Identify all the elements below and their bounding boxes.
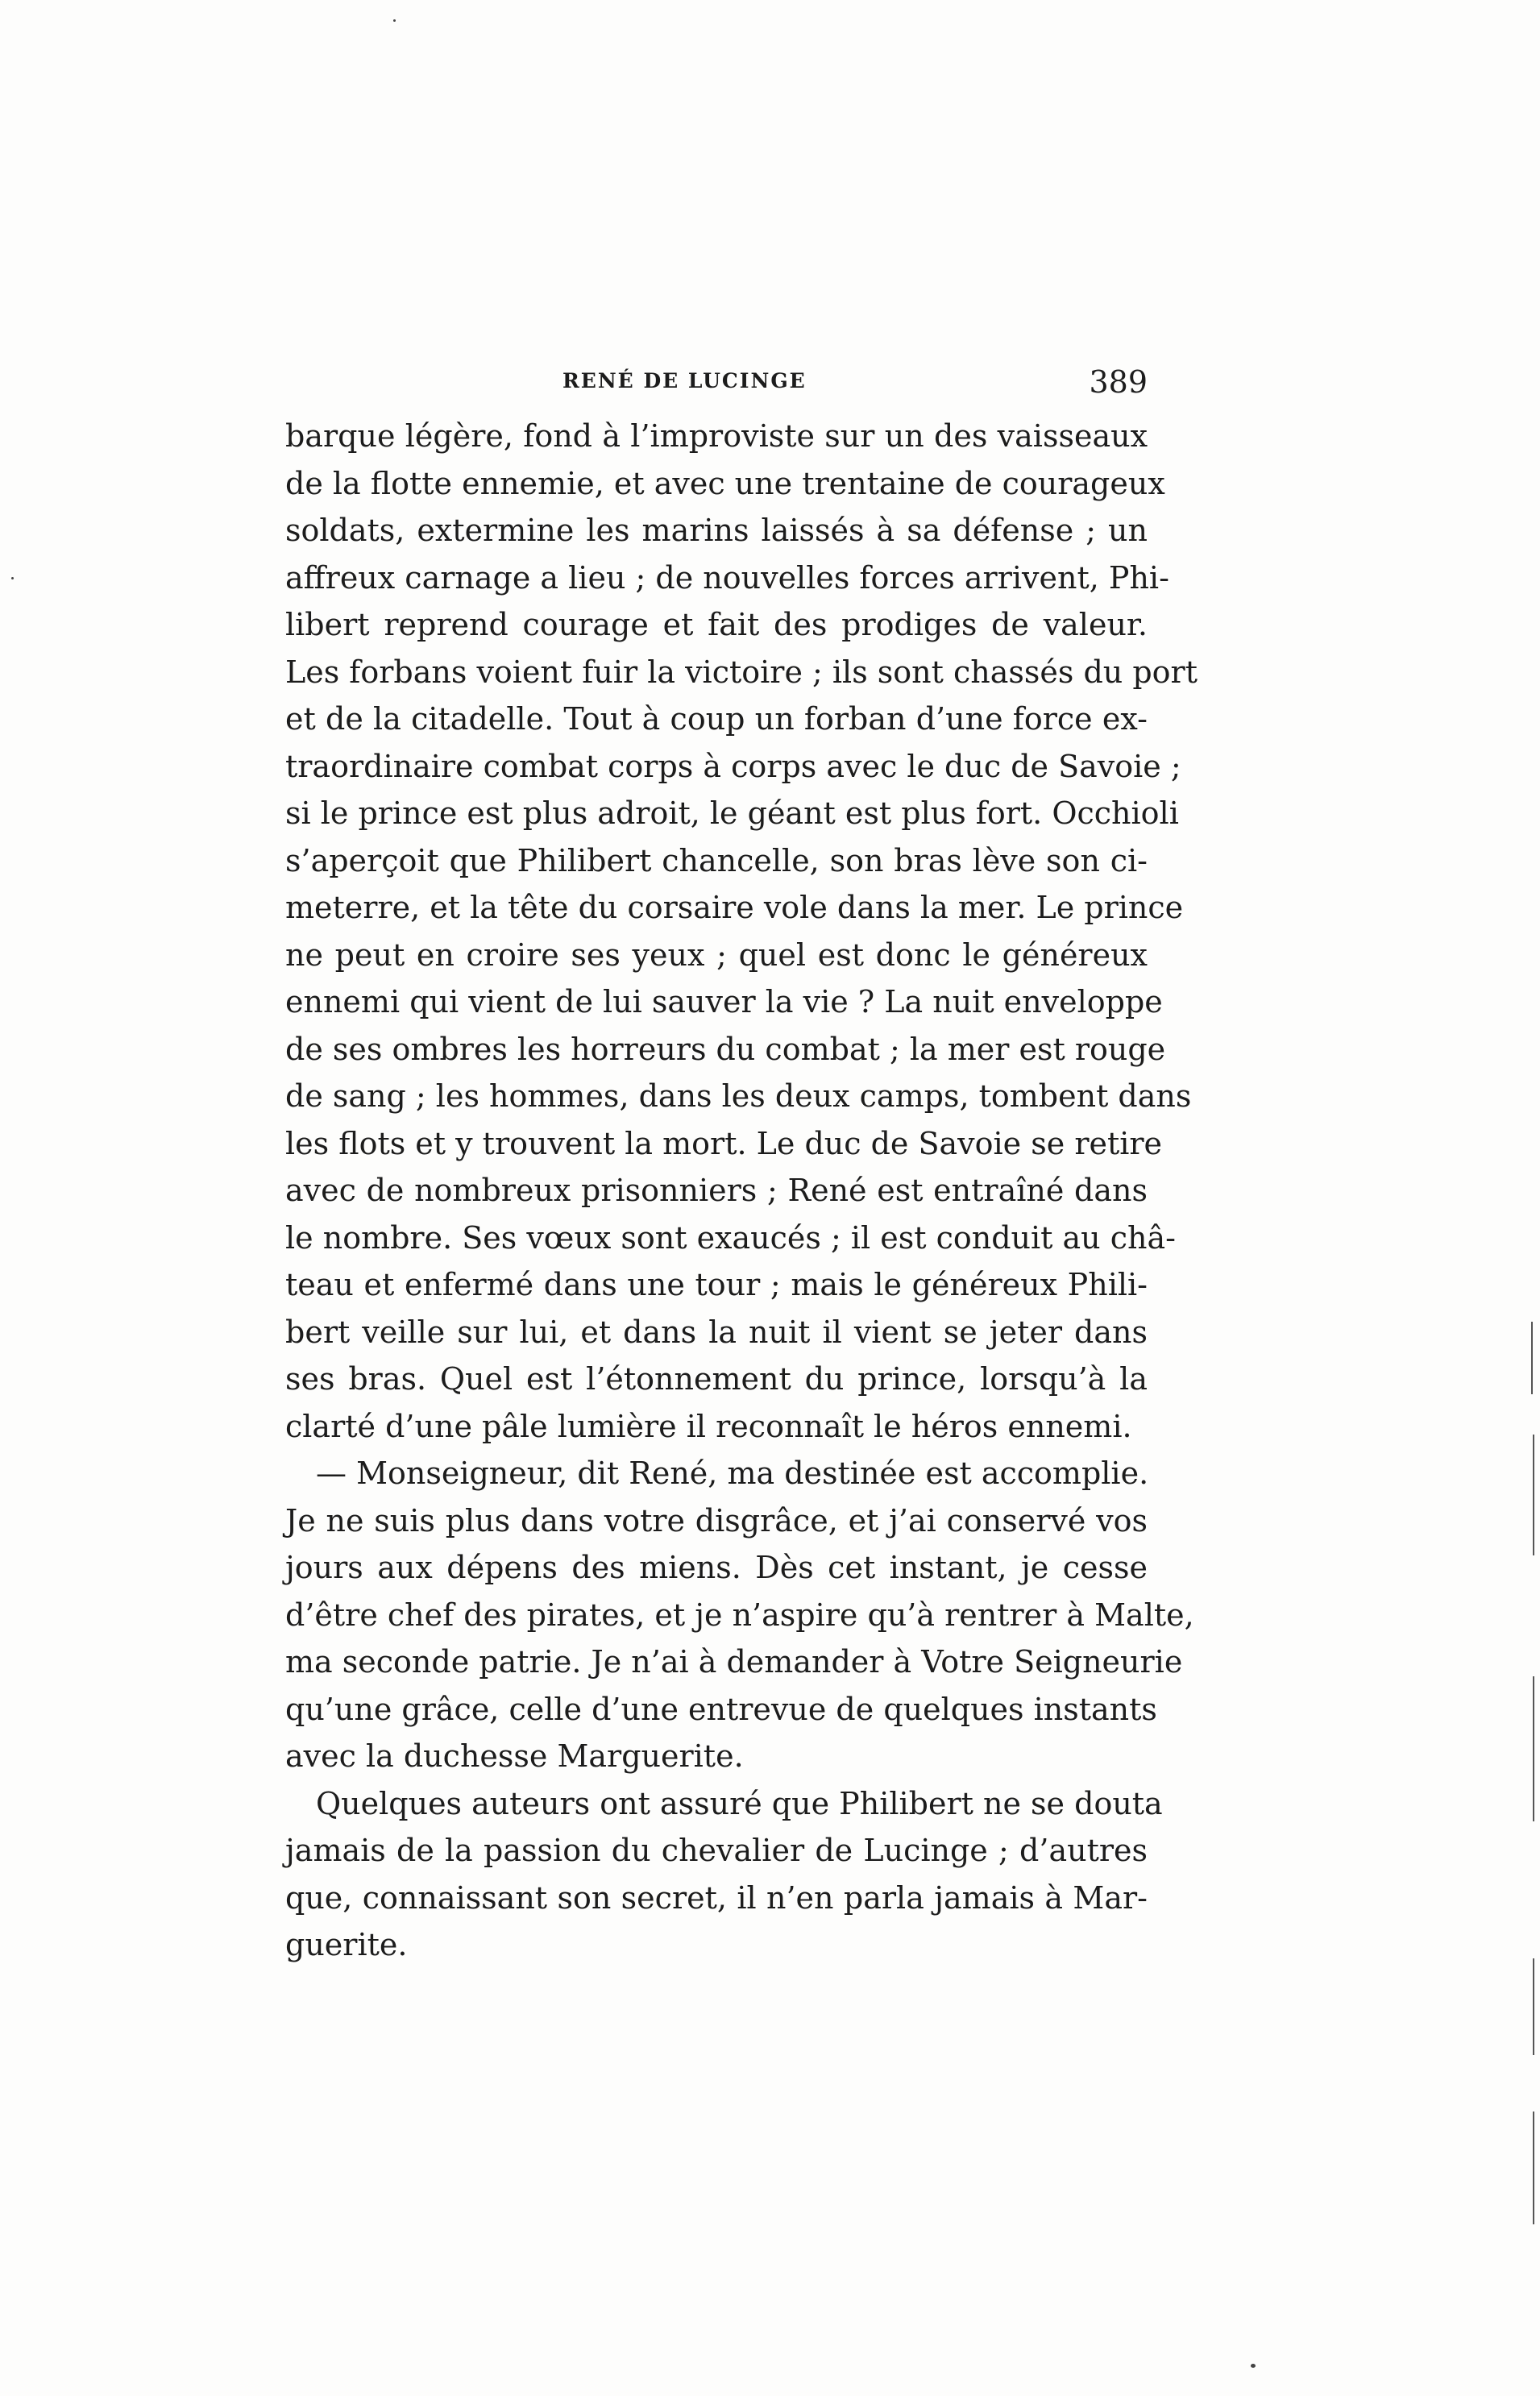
running-title: RENÉ DE LUCINGE (562, 369, 807, 392)
text-line: de la flotte ennemie, et avec une trentaine de courageux (285, 465, 1165, 501)
text-line: le nombre. Ses vœux sont exaucés ; il est conduit au châ- (285, 1219, 1176, 1256)
scan-edge-mark (1531, 1322, 1533, 1394)
text-line: avec la duchesse Marguerite. (285, 1738, 744, 1774)
scan-speck (11, 577, 14, 579)
text-line: clarté d’une pâle lumière il reconnaît le héros ennemi. (285, 1408, 1132, 1444)
text-line: avec de nombreux prisonniers ; René est entraîné dans (285, 1173, 1148, 1208)
text-line: d’être chef des pirates, et je n’aspire qu’à rentrer à Malte, (285, 1597, 1194, 1633)
text-line: ennemi qui vient de lui sauver la vie ? La nuit enveloppe (285, 984, 1163, 1019)
text-line: bert veille sur lui, et dans la nuit il vient se jeter dans (285, 1314, 1148, 1350)
text-line: de ses ombres les horreurs du combat ; la mer est rouge (285, 1031, 1166, 1067)
scan-edge-mark (1533, 2112, 1534, 2224)
scan-speck (393, 19, 396, 22)
text-line: que, connaissant son secret, il n’en parla jamais à Mar- (285, 1879, 1148, 1916)
text-line: ne peut en croire ses yeux ; quel est donc le généreux (285, 936, 1148, 973)
text-line: Les forbans voient fuir la victoire ; ils sont chassés du port (285, 654, 1198, 690)
text-line: ses bras. Quel est l’étonnement du prince, lorsqu’à la (285, 1361, 1148, 1397)
scan-edge-mark (1533, 1435, 1534, 1555)
text-line: jours aux dépens des miens. Dès cet instant, je cesse (285, 1550, 1148, 1585)
text-line: barque légère, fond à l’improviste sur un des vaisseaux (285, 418, 1148, 454)
text-line: Quelques auteurs ont assuré que Philibert ne se douta (316, 1785, 1163, 1821)
text-line: guerite. (285, 1927, 408, 1962)
text-line: si le prince est plus adroit, le géant est plus fort. Occhioli (285, 795, 1179, 831)
text-line: qu’une grâce, celle d’une entrevue de quelques instants (285, 1691, 1157, 1727)
text-line: jamais de la passion du chevalier de Lucinge ; d’autres (285, 1833, 1148, 1868)
scan-edge-mark (1533, 1958, 1534, 2055)
running-head (285, 364, 1148, 403)
page-number: 389 (1089, 364, 1148, 400)
text-line: traordinaire combat corps à corps avec le duc de Savoie ; (285, 748, 1181, 784)
text-line: libert reprend courage et fait des prodiges de valeur. (285, 607, 1148, 642)
body-text (285, 413, 1198, 1969)
text-line: — Monseigneur, dit René, ma destinée est accomplie. (316, 1455, 1149, 1491)
scan-edge-mark (1533, 1676, 1534, 1821)
text-line: teau et enfermé dans une tour ; mais le généreux Phili- (285, 1267, 1148, 1302)
text-line: Je ne suis plus dans votre disgrâce, et j’ai conservé vos (285, 1502, 1148, 1539)
text-line: soldats, extermine les marins laissés à sa défense ; un (285, 513, 1148, 548)
text-line: s’aperçoit que Philibert chancelle, son bras lève son ci- (285, 842, 1148, 878)
text-line: les flots et y trouvent la mort. Le duc de Savoie se retire (285, 1125, 1163, 1161)
text-line: meterre, et la tête du corsaire vole dans la mer. Le prince (285, 890, 1184, 925)
text-line: de sang ; les hommes, dans les deux camps, tombent dans (285, 1078, 1192, 1114)
scan-speck (1251, 2364, 1256, 2368)
text-line: ma seconde patrie. Je n’ai à demander à Votre Seigneurie (285, 1644, 1183, 1680)
text-line: et de la citadelle. Tout à coup un forban d’une force ex- (285, 701, 1148, 737)
text-line: affreux carnage a lieu ; de nouvelles forces arrivent, Phi- (285, 559, 1169, 596)
